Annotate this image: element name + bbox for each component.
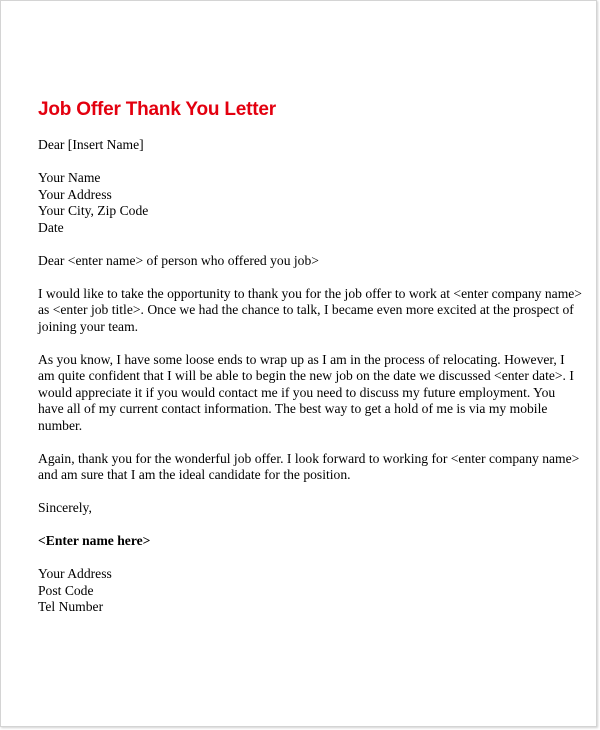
sender-address-block (38, 170, 578, 236)
paragraph-2 (38, 352, 578, 435)
closing: Sincerely, (38, 500, 92, 515)
paragraph-1 (38, 285, 582, 336)
sender-city-zip: Your City, Zip Code (38, 203, 149, 218)
paragraph-3-line: and am sure that I am the ideal candidate for the position. (38, 467, 351, 482)
footer-contact-block (38, 566, 578, 616)
paragraph-1-line: as <enter job title>. Once we had the chance to talk, I became even more excited at the prospect of (38, 302, 574, 317)
paragraph-2-line: am quite confident that I will be able to begin the new job on the date we discussed <enter date>. I (38, 368, 574, 383)
signature-name: <Enter name here> (38, 533, 151, 548)
paragraph-2-line: have all of my current contact information. The best way to get a hold of me is via my mobile (38, 401, 548, 416)
paragraph-2-line: As you know, I have some loose ends to wrap up as I am in the process of relocating. However, I (38, 351, 565, 367)
letter-content (38, 98, 582, 632)
footer-tel-number: Tel Number (38, 599, 104, 614)
paragraph-3-line: Again, thank you for the wonderful job offer. I look forward to working for <enter company name> (38, 450, 580, 466)
paragraph-3 (38, 451, 578, 484)
sender-date: Date (38, 219, 64, 235)
paragraph-2-line: number. (38, 417, 83, 433)
footer-address: Your Address (38, 566, 112, 581)
paragraph-1-line: I would like to take the opportunity to thank you for the job offer to work at <enter company name> (38, 285, 582, 301)
paragraph-2-line: would appreciate it if you would contact me if you need to discuss my future employment. You (38, 384, 556, 400)
letter-title: Job Offer Thank You Letter (38, 99, 276, 120)
footer-post-code: Post Code (38, 582, 94, 598)
greeting: Dear <enter name> of person who offered you job> (38, 252, 319, 268)
sender-address: Your Address (38, 186, 112, 202)
salutation-top: Dear [Insert Name] (38, 137, 144, 152)
sender-name: Your Name (38, 170, 101, 185)
paragraph-1-line: joining your team. (38, 318, 139, 334)
